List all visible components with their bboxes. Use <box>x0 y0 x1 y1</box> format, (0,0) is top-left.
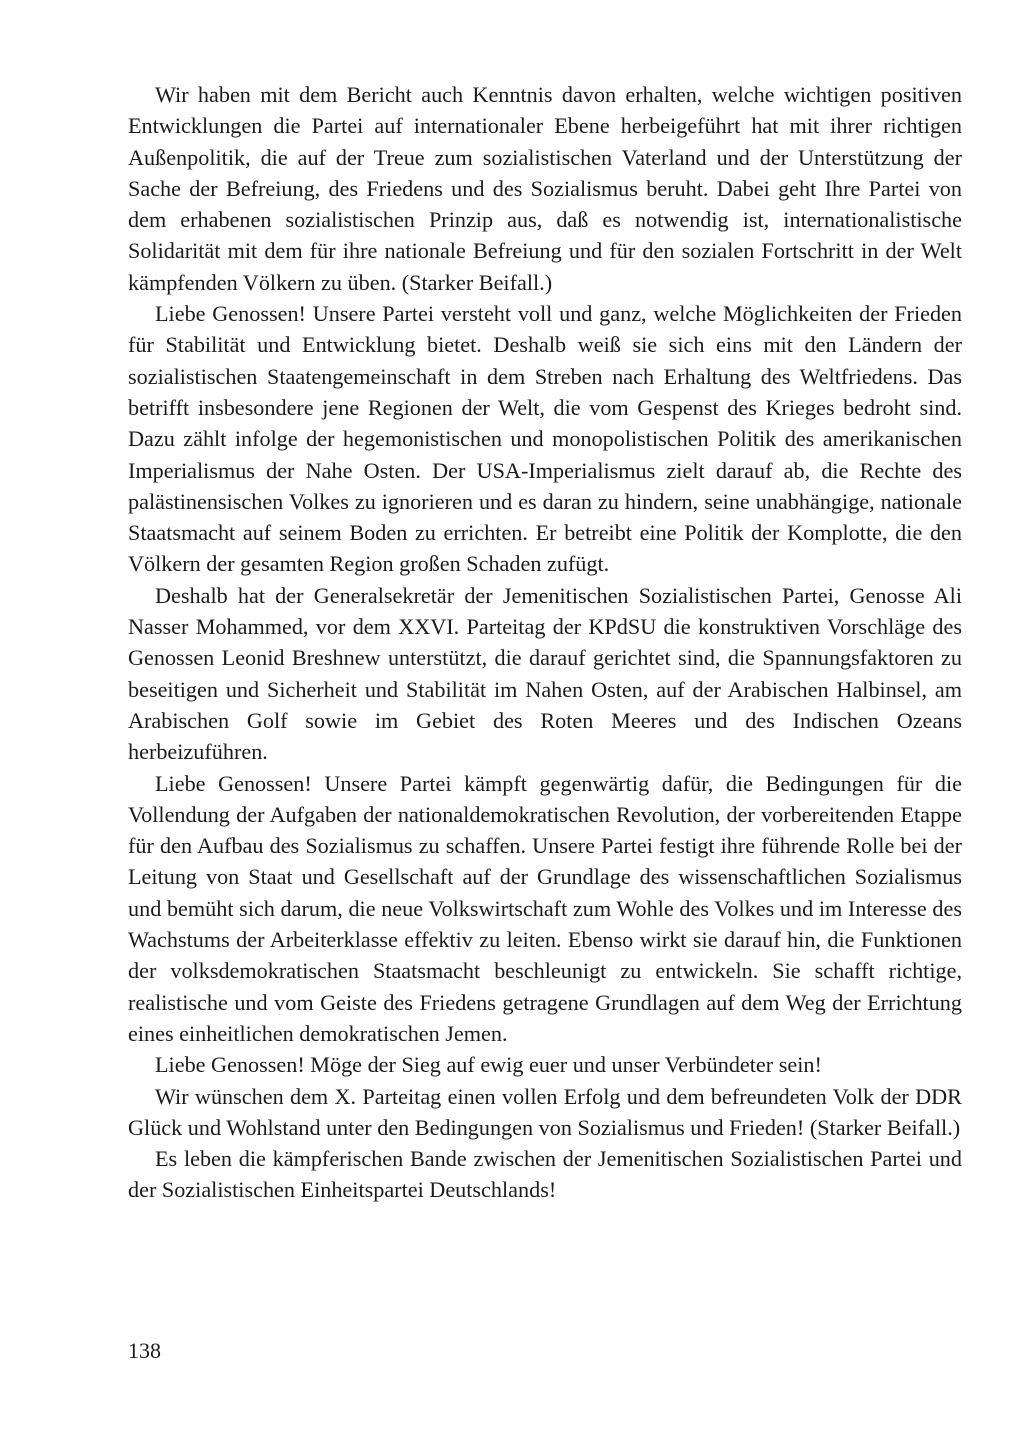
paragraph-4: Liebe Genossen! Unsere Partei kämpft gegenwärtig dafür, die Bedingungen für die Vollendung der Aufgaben der nationaldemokratischen Revolution, der vorbereitenden Etappe für den Aufbau des Sozialismus zu schaffen. Unsere Partei festigt ihre führende Rolle bei der Leitung von Staat und Gesellschaft auf der Grundlage des wissenschaftlichen Sozialismus und bemüht sich darum, die neue Volkswirtschaft zum Wohle des Volkes und im Interesse des Wachstums der Arbeiterklasse effektiv zu leiten. Ebenso wirkt sie darauf hin, die Funktionen der volksdemokratischen Staatsmacht beschleunigt zu entwickeln. Sie schafft richtige, realistische und vom Geiste des Friedens getragene Grundlagen auf dem Weg der Errichtung eines einheitlichen demokratischen Jemen. <box>128 770 962 1046</box>
paragraph-5: Liebe Genossen! Möge der Sieg auf ewig euer und unser Verbündeter sein! <box>155 1052 822 1078</box>
paragraph-3: Deshalb hat der Generalsekretär der Jemenitischen Sozialistischen Partei, Genosse Ali Nasser Mohammed, vor dem XXVI. Parteitag der KPdSU die konstruktiven Vorschläge des Genossen Leonid Breshnew unterstützt, die darauf gerichtet sind, die Spannungsfaktoren zu beseitigen und Sicherheit und Stabilität im Nahen Osten, auf der Arabischen Halbinsel, am Arabischen Golf sowie im Gebiet des Roten Meeres und des Indischen Ozeans herbeizuführen. <box>128 582 962 765</box>
paragraph-1: Wir haben mit dem Bericht auch Kenntnis davon erhalten, welche wichtigen positiven Entwicklungen die Partei auf internationaler Ebene herbeigeführt hat mit ihrer richtigen Außenpolitik, die auf der Treue zum sozialistischen Vaterland und der Unterstützung der Sache der Befreiung, des Friedens und des Sozialismus beruht. Dabei geht Ihre Partei von dem erhabenen sozialistischen Prinzip aus, daß es notwendig ist, internationalistische Solidarität mit dem für ihre nationale Befreiung und für den sozialen Fortschritt in der Welt kämpfenden Völkern zu üben. (Starker Beifall.) <box>128 82 962 295</box>
paragraph-2: Liebe Genossen! Unsere Partei versteht voll und ganz, welche Möglichkeiten der Frieden für Stabilität und Entwicklung bietet. Deshalb weiß sie sich eins mit den Ländern der sozialistischen Staatengemeinschaft in dem Streben nach Erhaltung des Weltfriedens. Das betrifft insbesondere jene Regionen der Welt, die vom Gespenst des Krieges bedroht sind. Dazu zählt infolge der hegemonistischen und monopolistischen Politik des amerikanischen Imperialismus der Nahe Osten. Der USA-Imperialismus zielt darauf ab, die Rechte des palästinensischen Volkes zu ignorieren und es daran zu hindern, seine unabhängige, nationale Staatsmacht auf seinem Boden zu errichten. Er betreibt eine Politik der Komplotte, die den Völkern der gesamten Region großen Schaden zufügt. <box>128 301 962 577</box>
page-number: 138 <box>128 1338 161 1363</box>
paragraph-6: Wir wünschen dem X. Parteitag einen vollen Erfolg und dem befreundeten Volk der DDR Glück und Wohlstand unter den Bedingungen von Sozialismus und Frieden! (Starker Beifall.) <box>128 1083 962 1140</box>
body-text <box>128 79 962 1206</box>
paragraph-7: Es leben die kämpferischen Bande zwischen der Jemenitischen Sozialistischen Partei und der Sozialistischen Einheitspartei Deutschlands! <box>128 1146 962 1203</box>
